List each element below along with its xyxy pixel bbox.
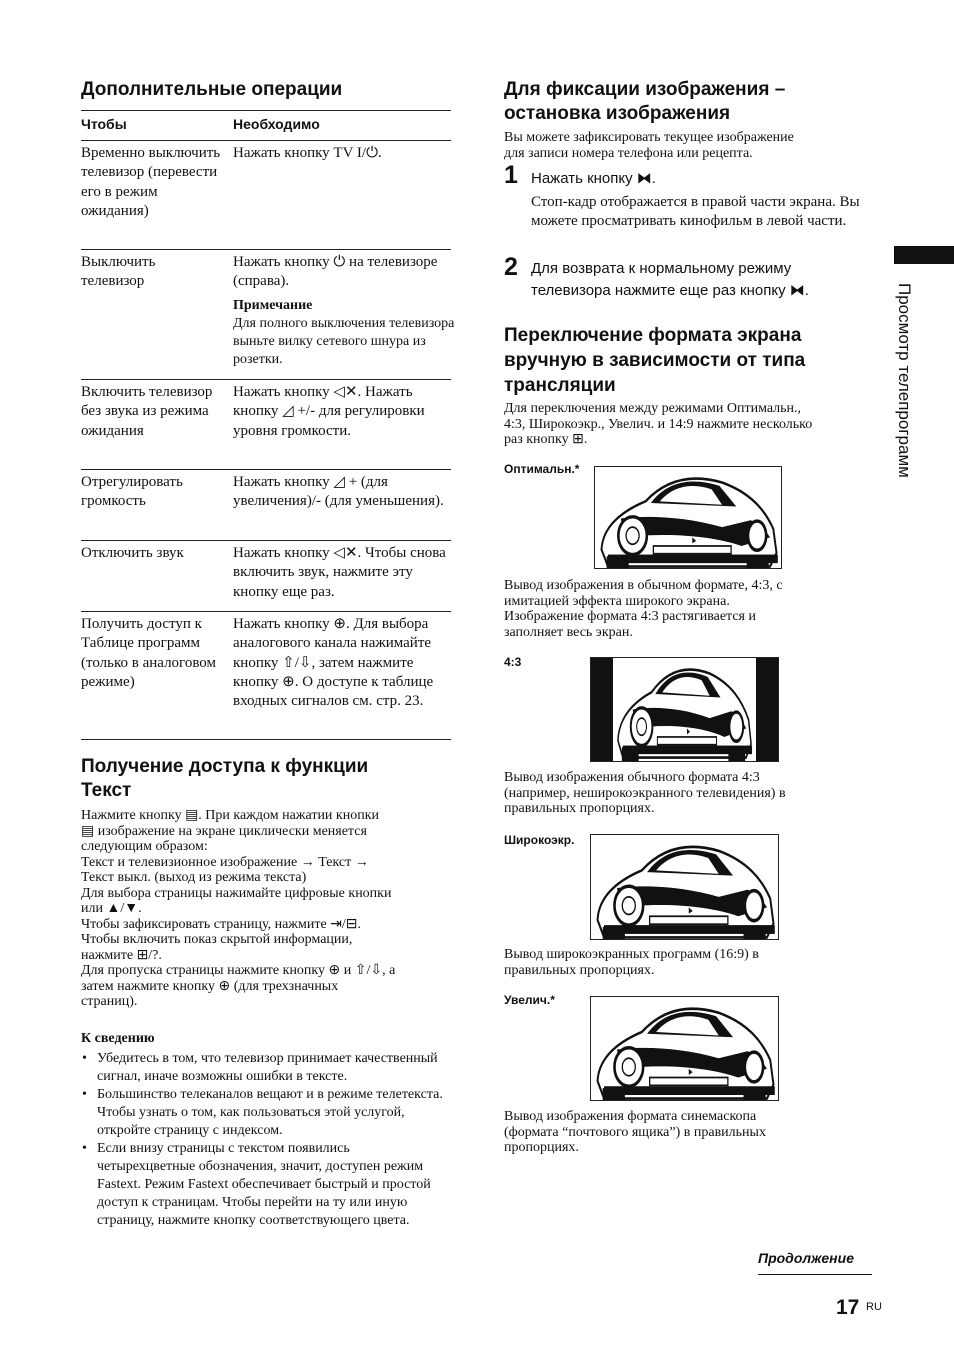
format-intro [504,401,874,448]
mode-label-4-3: 4:3 [504,655,522,669]
mode-desc-4-3 [504,770,870,817]
row-goal: Выключить телевизор [81,254,156,290]
row-action: Нажать кнопку ◁✕. Нажать кнопку ◿ +/- для регулировки уровня громкости. [233,384,425,439]
side-tab-marker [894,246,954,264]
table-row [81,470,451,541]
car-image-4-3 [590,657,779,762]
step-1-text: Нажать кнопку ⧓. [531,170,656,187]
text-line: ▤ изображение на экране циклически меняется [81,823,367,839]
text-line: телевизора нажмите еще раз кнопку ⧓. [531,282,809,299]
list-item: • Если внизу страницы с текстом появились четырехцветные обозначения, значит, доступен режим Fastext. Режим Fastext обеспечивает быстрый и простой доступ к страницам. Чтобы перейти на ту или иную страницу, нажмите кнопку соответствующего цвета. [81,1140,451,1230]
mode-label-zoom: Увелич.* [504,993,555,1007]
row-action: Нажать кнопку ◁✕. Чтобы снова включить звук, нажмите эту кнопку еще раз. [233,545,446,600]
car-image-zoom [590,996,779,1101]
text-line: Вы можете зафиксировать текущее изображение [504,130,794,145]
text-line: имитацией эффекта широкого экрана. [504,593,730,609]
row-action: Нажать кнопку TV I/⏻. [233,145,382,161]
text-line: для записи номера телефона или рецепта. [504,145,753,161]
row-goal: Отрегулировать громкость [81,474,183,510]
step-1-desc: Стоп-кадр отображается в правой части экрана. Вы можете просматривать кинофильм в левой части. [531,194,860,230]
info-title: К сведению [81,1031,155,1046]
step-2-text [531,258,871,302]
table-row [81,250,455,380]
table-row [81,141,451,250]
section-title-line: Переключение формата экрана [504,325,802,346]
mode-desc-wide [504,947,870,978]
text-line: 4:3, Широкоэкр., Увелич. и 14:9 нажмите несколько [504,416,813,432]
car-picture [613,658,756,761]
table-row [81,380,451,470]
car-picture [591,997,779,1101]
row-note-title: Примечание [233,297,313,313]
row-goal: Получить доступ к Таблице программ (только в аналоговом режиме) [81,616,217,690]
text-line: затем нажмите кнопку ⊕ (для трехзначных [81,978,339,994]
section-title-line: Получение доступа к функции [81,756,369,777]
mode-desc-optimal [504,578,870,640]
mode-label-wide: Широкоэкр. [504,833,575,847]
car-image-wide [590,834,779,940]
mode-label-optimal: Оптимальн.* [504,462,580,476]
section-title-freeze [504,78,785,126]
table-row [81,541,451,612]
table-header-action: Необходимо [233,116,320,132]
text-line: Чтобы включить показ скрытой информации, [81,932,353,947]
row-action: Нажать кнопку ⏻ на телевизоре (справа). [233,254,438,290]
text-line: Чтобы зафиксировать страницу, нажмите ⇥/⊟. [81,916,362,932]
mode-desc-zoom [504,1109,870,1156]
continued-label: Продолжение [758,1250,854,1266]
table-header [81,110,451,141]
section-title-screen-format [504,323,805,398]
text-line: Текст выкл. (выход из режима текста) [81,870,307,885]
text-line: Изображение формата 4:3 растягивается и [504,609,756,624]
text-line: Для возврата к нормальному режиму [531,260,792,277]
text-line: Вывод изображения обычного формата 4:3 [504,770,760,785]
car-picture [595,467,782,569]
text-line: заполняет весь экран. [504,624,633,640]
text-line: правильных пропорциях. [504,801,655,816]
section-title-line: Для фиксации изображения – [504,79,786,100]
section-title-additional-operations: Дополнительные операции [81,79,343,100]
side-tab-label [888,283,918,545]
text-line: следующим образом: [81,839,208,854]
list-item: • Большинство телеканалов вещают и в режиме телетекста. Чтобы узнать о том, как пользоваться этой услугой, откройте страницу с индексом. [81,1086,451,1140]
row-goal: Включить телевизор без звука из режима ожидания [81,384,213,439]
text-line: раз кнопку ⊞. [504,432,588,447]
section-title-line: вручную в зависимости от типа [504,350,806,371]
row-goal: Временно выключить телевизор (перевести его в режим ожидания) [81,145,221,219]
info-bullets [81,1050,451,1230]
table-row [81,612,451,740]
section-title-text [81,755,368,803]
text-line: или ▲/▼. [81,901,142,916]
row-action-block [233,253,455,369]
text-line: Для пропуска страницы нажмите кнопку ⊕ и ⇧/⇩, а [81,963,396,978]
row-action: Нажать кнопку ◿ + (для увеличения)/- (для уменьшения). [233,474,444,510]
section-title-line: Текст [81,780,132,801]
text-line: Вывод изображения формата синемаскопа [504,1109,757,1124]
picture-area [613,658,756,761]
row-note: Для полного выключения телевизора выньте вилку сетевого шнура из розетки. [233,315,455,367]
car-picture [591,835,779,940]
car-image-optimal [594,466,782,569]
list-item: • Убедитесь в том, что телевизор принимает качественный сигнал, иначе возможны ошибки в тексте. [81,1050,451,1086]
text-line: Нажмите кнопку ▤. При каждом нажатии кнопки [81,808,380,823]
text-line: Текст и телевизионное изображение → Текст → [81,854,369,870]
text-line: нажмите ⊞/?. [81,947,162,963]
section-title-line: трансляции [504,375,616,396]
text-line: Для переключения между режимами Оптимальн., [504,401,802,416]
step-2-number: 2 [504,253,518,281]
page-lang: RU [866,1301,882,1313]
freeze-intro [504,130,870,161]
text-line: пропорциях. [504,1140,579,1155]
row-action: Нажать кнопку ⊕. Для выбора аналогового канала нажимайте кнопку ⇧/⇩, затем нажмите кнопку ⊕. О доступе к таблице входных сигналов см. стр. 23. [233,616,434,710]
text-line: (формата “почтового ящика”) в правильных [504,1124,766,1140]
table-header-goal: Чтобы [81,116,127,132]
text-line: правильных пропорциях. [504,962,655,978]
side-tab-text: Просмотр телепрограмм [895,283,914,478]
continued-rule [758,1274,872,1275]
page-number: 17 [836,1296,860,1319]
text-line: Вывод широкоэкранных программ (16:9) в [504,947,759,962]
text-instructions [81,808,453,1010]
text-line: Для выбора страницы нажимайте цифровые кнопки [81,885,392,901]
section-title-line: остановка изображения [504,103,731,124]
text-line: (например, неширокоэкранного телевидения) в [504,785,786,801]
step-1-number: 1 [504,161,518,189]
text-line: Вывод изображения в обычном формате, 4:3, с [504,578,783,593]
text-line: страниц). [81,994,138,1009]
row-goal: Отключить звук [81,545,184,561]
